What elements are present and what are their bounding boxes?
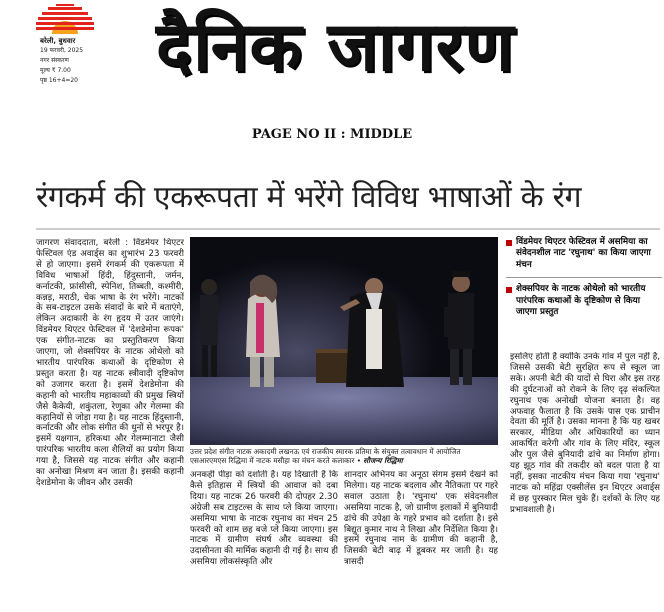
red-square-bullet-icon (506, 287, 512, 293)
edition-info: बरेली, बुधवार 19 फरवरी, 2025 नगर संस्करण मूल्य ₹ 7.00 पृष्ठ 16+4=20 (40, 37, 84, 84)
page-label: PAGE NO II : MIDDLE (251, 127, 413, 142)
city-name: बरेली (40, 37, 54, 45)
headline-divider (36, 228, 660, 230)
edition-name: नगर संस्करण (40, 57, 69, 64)
highlights-box (506, 237, 662, 343)
article-column-3: शानदार अभिनय का अनूठा संगम इसमें देखने को मिलेगा। यह नाटक बदलाव और नैतिकता पर गहरे सवाल उठाता है। 'रघुनाथ' एक संवेदनशील असमिया नाटक है, जो ग्रामीण इलाकों में बुनियादी ढांचे की उपेक्षा के गहरे प्रभाव को दर्शाता है। इसे बिद्युत कुमार नाथ ने लिखा और निर्देशित किया है। इसमें रघुनाथ नाम के ग्रामीण की कहानी है, जिसकी बेटी बाढ़ में डूबकर मर जाती है। यह त्रासदी (344, 470, 498, 568)
article-headline: रंगकर्म की एकरूपता में भरेंगे विविध भाषाओं के रंग (36, 180, 582, 215)
photo-caption-text: उत्तर प्रदेश संगीत नाटक अकादमी लखनऊ एवं राजकीय स्मारक प्रतिमा के संयुक्त तत्वावधान में आयोजित एसआरएमएस रिद्धिमा में नाटक मसीहा का मंचन करते कलाकार • (190, 447, 461, 466)
sun-logo-icon (36, 4, 94, 34)
stage-photo-illustration (190, 237, 498, 445)
article-column-4: इसलिए होती है क्योंकि उनके गांव में पुल नहीं है, जिससे उसकी बेटी सुरक्षित रूप से स्कूल जा सके। अपनी बेटी की यादों से घिरा और इस तरह की दुर्घटनाओं को रोकने के लिए दृढ़ संकल्पित रघुनाथ एक अनोखी योजना बनाता है। वह अफवाह फैलाता है कि उसके पास एक प्राचीन देवता की मूर्ति है। उसका मानना है कि यह खबर सरकार, मीडिया और अधिकारियों का ध्यान आकर्षित करेगी और गांव के लिए मंदिर, स्कूल और पुल जैसे बुनियादी ढांचे का निर्माण होगा। यह झूठ गांव की तकदीर को बदल पाता है या नहीं, इसका नाटकीय मंचन किया गया 'रघुनाथ' नाटक को महिंद्रा एक्सीलेंस इन थिएटर अवार्ड्स में छह पुरस्कार मिल चुके हैं। दर्शकों के लिए यह प्रभावशाली है। (510, 352, 660, 515)
newspaper-name-text: दैनिक जागरण (156, 8, 515, 87)
red-square-bullet-icon (506, 240, 512, 246)
weekday: बुधवार (58, 37, 76, 45)
article-column-1: जागरण संवाददाता, बरेली : विंडमेयर थिएटर फेस्टिवल एंड अवार्ड्स का शुभारंभ 23 फरवरी से हो जाएगा। इसमें रंगकर्म की एकरूपता में विविध भाषाओं हिंदी, हिंदुस्तानी, जर्मन, कर्नाटकी, फ्रांसीसी, स्पेनिश, तिब्बती, कश्मीरी, कन्नड़, मराठी, चेक भाषा के रंग भरेंगे। नाटकों के सब-टाइटल उसके संवादों के बारे में बताएंगे, लेकिन अदाकारी के रंग हृदय में उतर जाएंगे। विंडमेयर थिएटर फेस्टिवल में 'देशडेमोना रूपक' एक संगीत-नाटक का प्रस्तुतिकरण किया जाएगा, जो शेक्सपियर के नाटक ओथेलो को भारतीय पारंपरिक कथाओं के दृष्टिकोण से प्रस्तुत करता है। यह नाटक स्त्रीवादी दृष्टिकोण को उजागर करता है। इसमें देशडेमोना की कहानी को भारतीय महाकाव्यों की प्रमुख स्त्रियों जैसे कैकेयी, शकुंतला, रेणुका और गेलम्मा की कहानियों से जोड़ा गया है। यह नाटक हिंदुस्तानी, कर्नाटकी और लोक संगीत की धुनों से भरपूर है। इसमें यक्षगान, हरिकथा और गेलम्मानाटा जैसी पारंपरिक भारतीय कला शैलियों का प्रयोग किया गया है, जिससे यह नाटक संगीत और कहानी का अनोखा मिश्रण बन जाता है। इसकी कहानी देशडेमोना के जीवन और उसकी (36, 238, 184, 488)
price: मूल्य ₹ 7.00 (40, 67, 71, 74)
highlight-item (506, 284, 662, 318)
article-column-2: अनकही पीड़ा को दर्शाती है। यह दिखाती है कि कैसे इतिहास में स्त्रियों की आवाज को दबा दिया। यह नाटक 26 फरवरी की दोपहर 2.30 अंग्रेजी सब टाइटल्स के साथ प्ले किया जाएगा। असमिया भाषा के नाटक रघुनाथ का मंचन 25 फरवरी को शाम छह बजे प्ले किया जाएगा। इस नाटक में ग्रामीण संघर्ष और व्यवस्था की उदासीनता की मार्मिक कहानी दी गई है। साथ ही असमिया लोकसंस्कृति और (190, 470, 338, 568)
photo-caption (190, 447, 498, 465)
page-count: पृष्ठ 16+4=20 (40, 77, 78, 84)
newspaper-name (156, 0, 515, 96)
highlight-item (506, 237, 662, 271)
masthead (0, 0, 664, 100)
highlight-divider (506, 277, 662, 278)
photo-credit: सौजन्य रिद्धिमा (363, 456, 403, 466)
highlight-text: विंडमेयर थिएटर फेस्टिवल में असमिया का संवेदनशील नाट 'रघुनाथ' का किया जाएगा मंचन (516, 237, 651, 270)
stage-photo (190, 237, 498, 445)
highlight-text: शेक्सपियर के नाटक ओथेलो को भारतीय पारंपरिक कथाओं के दृष्टिकोण से किया जाएगा प्रस्तुत (516, 284, 646, 318)
issue-date: 19 फरवरी, 2025 (40, 47, 84, 54)
